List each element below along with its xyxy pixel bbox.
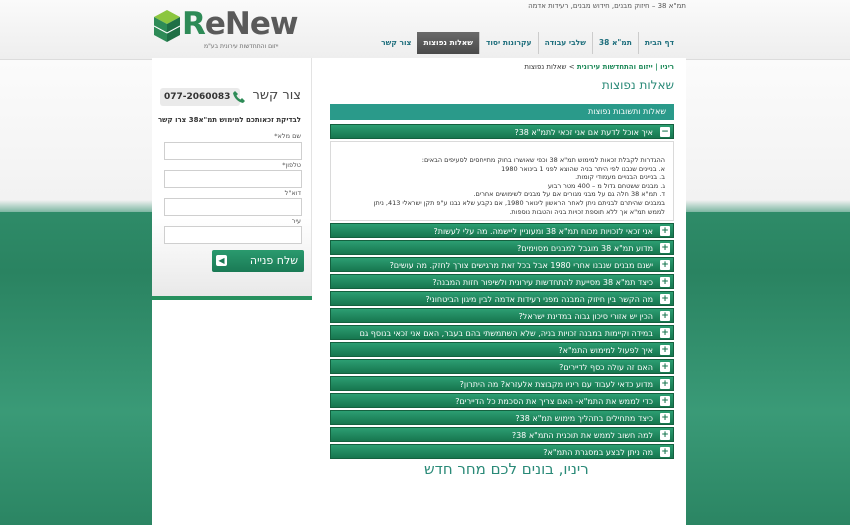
contact-title: צור קשר [252,88,301,103]
answer-line: ב. בניינים הבנויים מעמודי קומות. [575,173,665,182]
plus-icon: + [661,379,669,389]
plus-icon: + [661,447,669,457]
answer-line: א. בניינים שנבנו לפי היתר בניה שהוצא לפני 1 בינואר 1980 [501,164,665,173]
faq-question[interactable] [330,444,674,459]
faq-section-heading: שאלות ותשובות נפוצות [330,104,674,120]
faq-question-label: מה הקשר בין חיזוק המבנה מפני רעידות אדמה לבין מיגון הביטחוני? [425,295,653,304]
faq-question-label: מה ניתן לבצע במסגרת התמ"א? [543,448,653,457]
email-field[interactable] [164,198,302,216]
faq-question-label: מדוע כדאי לעבוד עם ריניו מקבוצת אלעזרא? מה היתרון? [459,380,653,389]
phone-number: 077-2060083 [164,92,231,102]
plus-icon: + [661,311,669,321]
phone-icon [232,90,246,104]
faq-question[interactable] [330,376,674,391]
name-field[interactable] [164,142,302,160]
plus-icon: + [661,396,669,406]
faq-question[interactable] [330,393,674,408]
phone-field-label: טלפון* [282,161,301,169]
breadcrumb-separator: > [568,63,575,71]
faq-question[interactable] [330,223,674,238]
logo-wordmark: ReNew [182,6,298,42]
faq-question[interactable] [330,308,674,323]
plus-icon: + [661,226,669,236]
nav-contact[interactable]: צור קשר [381,38,412,47]
nav-tama38[interactable]: תמ"א 38 [592,32,638,54]
faq-question[interactable] [330,257,674,272]
plus-icon: + [661,345,669,355]
plus-icon: + [661,243,669,253]
name-field-label: שם מלא* [274,132,301,140]
email-field-label: דוא"ל [284,189,301,197]
faq-question[interactable] [330,410,674,425]
main-nav [375,32,680,54]
faq-question[interactable] [330,240,674,255]
page-title: שאלות נפוצות [601,78,674,92]
minus-icon: − [661,127,669,137]
breadcrumb-current: שאלות נפוצות [524,63,567,71]
cube-logo-icon [152,8,182,44]
phone-badge[interactable] [160,88,240,106]
answer-line: ד. תמ"א 38 חלה גם על מבני מגורים אם על מבנים לשימושים אחרים. [473,190,665,199]
plus-icon: + [661,294,669,304]
faq-question-label: במידה וקיימות במבנה זכויות בניה, שלא השתמשתי בהם בעבר, האם אני זכאי בנוסף גם [359,329,653,338]
faq-question[interactable] [330,325,674,340]
faq-question[interactable] [330,342,674,357]
faq-question[interactable] [330,359,674,374]
plus-icon: + [661,260,669,270]
answer-line: לממש תמ"א אך ללא תוספת זכויות בניה והטבות נוספות. [509,207,665,216]
arrow-left-icon: ◀ [216,255,227,266]
breadcrumb [524,63,674,71]
faq-question-label: כיצד תמ"א 38 מסייעת להתחדשות עירונית ולשיפור חזות המבנה? [432,278,653,287]
faq-question[interactable] [330,274,674,289]
nav-work-stages[interactable]: שלבי עבודה [538,32,592,54]
faq-question-label: אני זכאי לזכויות מכוח תמ"א 38 ומעוניין ליישמה. מה עלי לעשות? [433,227,653,236]
faq-question-label: איך אוכל לדעת אם אני זכאי לתמ"א 38? [514,128,653,137]
faq-question-label: הכין יש אזורי סיכון גבוה במדינת ישראל? [518,312,653,321]
plus-icon: + [661,430,669,440]
faq-question-label: איך לפעול למימוש התמ"א? [558,346,653,355]
plus-icon: + [661,413,669,423]
faq-question-label: מדוע תמ"א 38 מוגבל למבנים מסוימים? [517,244,653,253]
city-field-label: עיר [291,217,301,225]
contact-bottom-bar [152,296,312,300]
phone-field[interactable] [164,170,302,188]
plus-icon: + [661,277,669,287]
nav-faq[interactable]: שאלות נפוצות [417,32,479,54]
faq-question-label: האם זה עולה כסף לדיירים? [559,363,653,372]
breadcrumb-home[interactable]: ריניו | ייזום והתחדשות עירונית [576,63,674,71]
faq-question[interactable] [330,427,674,442]
answer-line: ג. מבנים ששטחם גדול מ – 400 מטר רבוע [547,181,665,190]
contact-sidebar [152,58,312,300]
footer-slogan: ריניו, בונים לכם מחר חדש [424,460,589,478]
header-topline: תמ"א 38 – חיזוק מבנים, חידוש מבנים, רעידות אדמה [528,2,686,10]
site-container [152,0,686,525]
logo[interactable] [152,6,302,50]
plus-icon: + [661,362,669,372]
contact-subtitle: לבדיקת זכאותכם למימוש תמ"א38 צרו קשר [157,116,301,124]
answer-line: במבנים שהיתרם לבניתם ניתן לאחר הראשון לינואר 1980, אם נקבע שלא נבנו ע"פ תקן ישראלי 413, ניתן [373,198,665,207]
faq-question-label: כיצד מתחילים בתהליך מימוש תמ"א 38? [515,414,653,423]
faq-question[interactable] [330,291,674,306]
answer-line: ההגדרות לקבלת זכאות למימוש תמ"א 38 וכפי שאושרו בחוק מתייחסים לסעיפים הבאים: [421,156,665,164]
faq-answer [330,141,674,221]
city-field[interactable] [164,226,302,244]
send-button[interactable] [212,250,304,272]
plus-icon: + [661,328,669,338]
faq-question-label: למה חשוב לממש את תוכנית התמ"א 38? [511,431,653,440]
nav-principles[interactable]: עקרונות יסוד [479,32,538,54]
logo-tagline: ייזום והתחדשות עירונית בע"מ [204,43,279,50]
nav-home[interactable]: דף הבית [638,32,680,54]
faq-question-label: ישנם מבנים שנבנו אחרי 1980 אבל בכל זאת מרגישים צורך לחזק. מה עושים? [389,261,653,270]
faq-question-label: כדי לממש את התמ"א- האם צריך את הסכמת כל הדיירים? [455,397,653,406]
send-button-label: שלח פנייה [249,254,298,267]
faq-question-open[interactable] [330,124,674,139]
